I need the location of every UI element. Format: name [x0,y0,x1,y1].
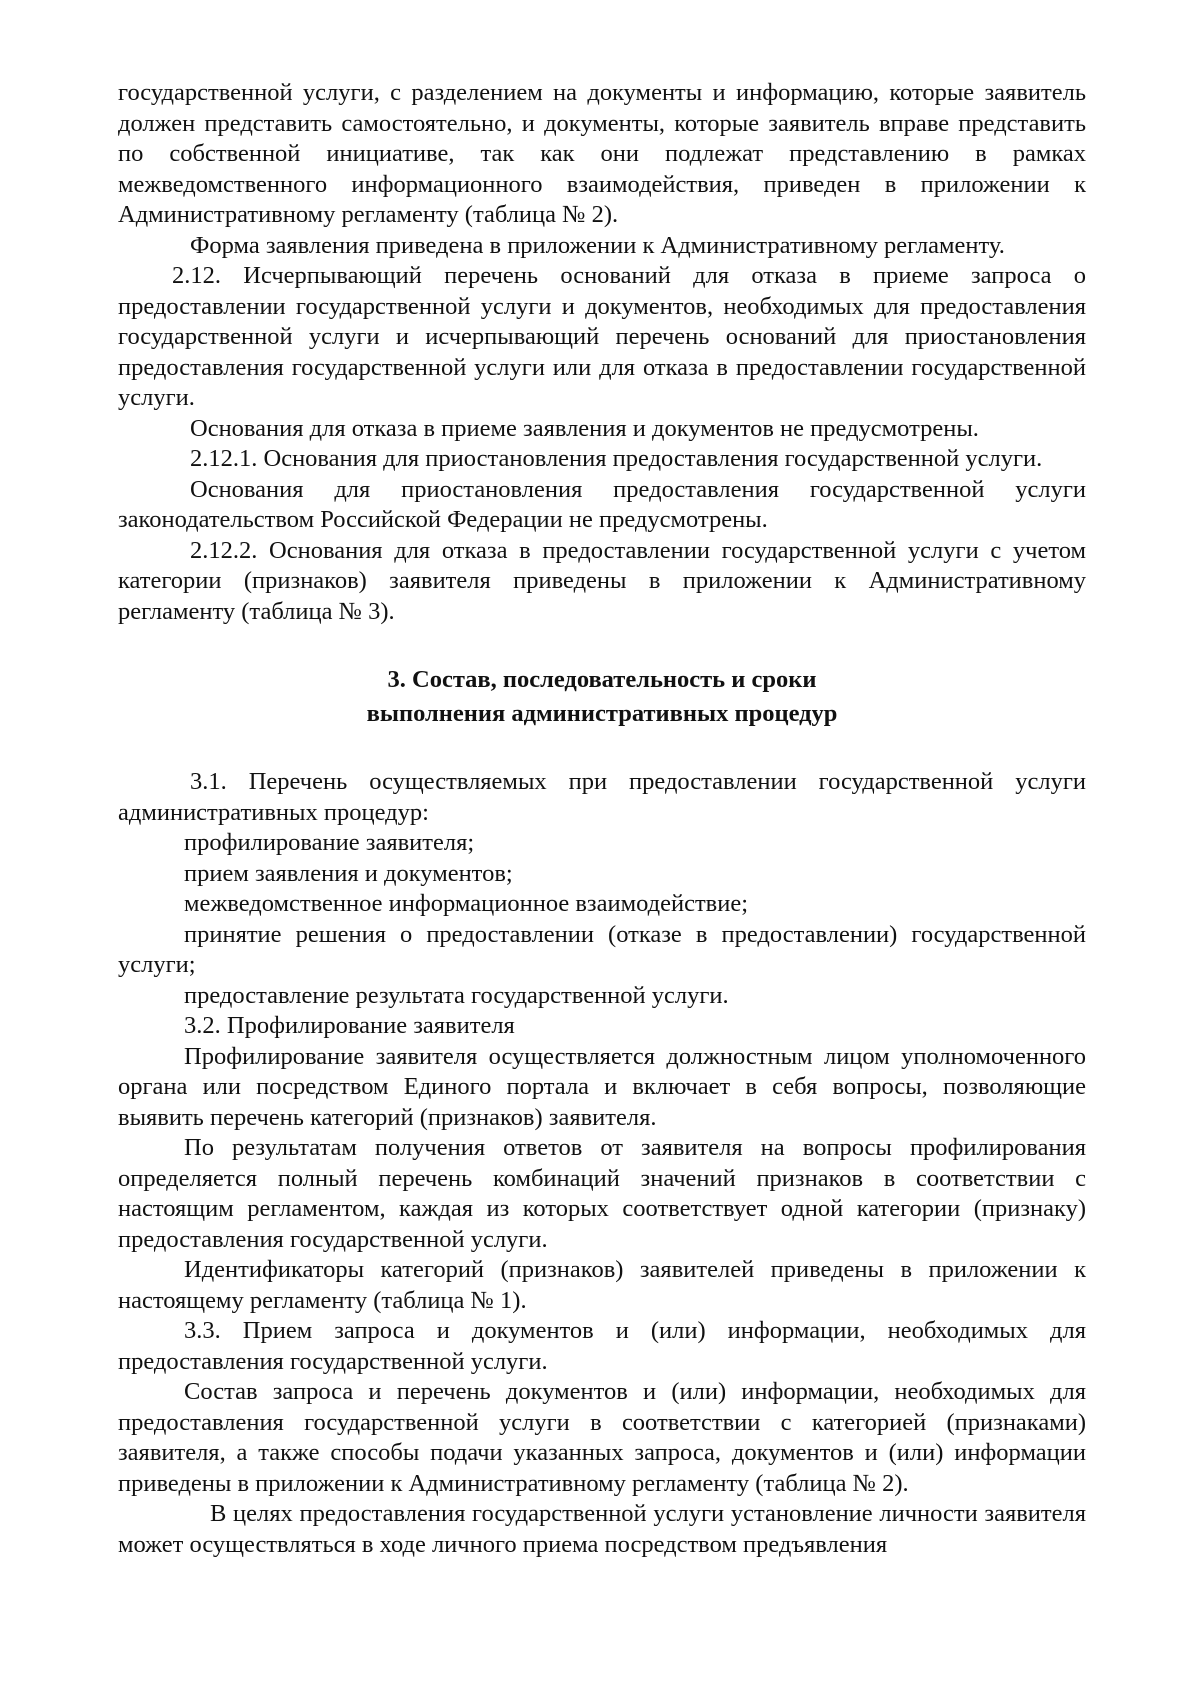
paragraph-profiling-results: По результатам получения ответов от заявителя на вопросы профилирования определяется полный перечень комбинаций значений признаков в соответствии с настоящим регламентом, каждая из которых соответствует одной категории (признаку) предоставления государственной услуги. [118,1134,1086,1253]
paragraph-2-12: 2.12. Исчерпывающий перечень оснований для отказа в приеме запроса о предоставлении государственной услуги и документов, необходимых для предоставления государственной услуги и исчерпывающий перечень оснований для приостановления предоставления государственной услуги или для отказа в предоставлении государственной услуги. [118,262,1086,411]
list-item-profiling: профилирование заявителя; [184,829,475,856]
list-item-result: предоставление результата государственной услуги. [184,981,729,1009]
paragraph-identity-verification: В целях предоставления государственной услуги установление личности заявителя может осуществляться в ходе личного приема посредством предъявления [118,1500,1086,1558]
paragraph-3-1: 3.1. Перечень осуществляемых при предоставлении государственной услуги административных процедур: [118,768,1086,826]
list-item-reception: прием заявления и документов; [184,859,513,887]
paragraph-refusal-grounds: Основания для отказа в приеме заявления и документов не предусмотрены. [190,414,979,442]
list-item-decision: принятие решения о предоставлении (отказе в предоставлении) государственной услуги; [118,920,1086,978]
section-3-heading-line1: 3. Состав, последовательность и сроки [387,666,817,693]
paragraph-2-12-2: 2.12.2. Основания для отказа в предоставлении государственной услуги с учетом категории (признаков) заявителя приведены в приложении к Административному регламенту (таблица № 3). [118,536,1086,625]
paragraph-3-3: 3.3. Прием запроса и документов и (или) информации, необходимых для предоставления государственной услуги. [118,1317,1086,1375]
paragraph-application-form: Форма заявления приведена в приложении к Административному регламенту. [190,231,1005,259]
section-3-heading-line2: выполнения административных процедур [366,700,838,727]
paragraph-request-composition: Состав запроса и перечень документов и (или) информации, необходимых для предоставления государственной услуги в соответствии с категорией (признаками) заявителя, а также способы подачи указанных запроса, документов и (или) информации приведены в приложении к Административному регламенту (таблица № 2). [118,1378,1086,1497]
document-page [118,78,1086,1560]
paragraph-category-identifiers: Идентификаторы категорий (признаков) заявителей приведены в приложении к настоящему регламенту (таблица № 1). [118,1256,1086,1314]
paragraph-suspension-grounds: Основания для приостановления предоставления государственной услуги законодательством Российской Федерации не предусмотрены. [118,475,1086,533]
section-3-heading [118,663,1086,731]
paragraph-profiling-performed: Профилирование заявителя осуществляется должностным лицом уполномоченного органа или посредством Единого портала и включает в себя вопросы, позволяющие выявить перечень категорий (признаков) заявителя. [118,1042,1086,1131]
paragraph-2-12-1: 2.12.1. Основания для приостановления предоставления государственной услуги. [190,445,1043,472]
paragraph-list-documents-continuation: государственной услуги, с разделением на документы и информацию, которые заявитель должен представить самостоятельно, и документы, которые заявитель вправе представить по собственной инициативе, так как они подлежат представлению в рамках межведомственного информационного взаимодействия, приведен в приложении к Административному регламенту (таблица № 2). [118,79,1086,228]
list-item-interagency: межведомственное информационное взаимодействие; [184,890,749,917]
paragraph-3-2: 3.2. Профилирование заявителя [184,1012,515,1039]
